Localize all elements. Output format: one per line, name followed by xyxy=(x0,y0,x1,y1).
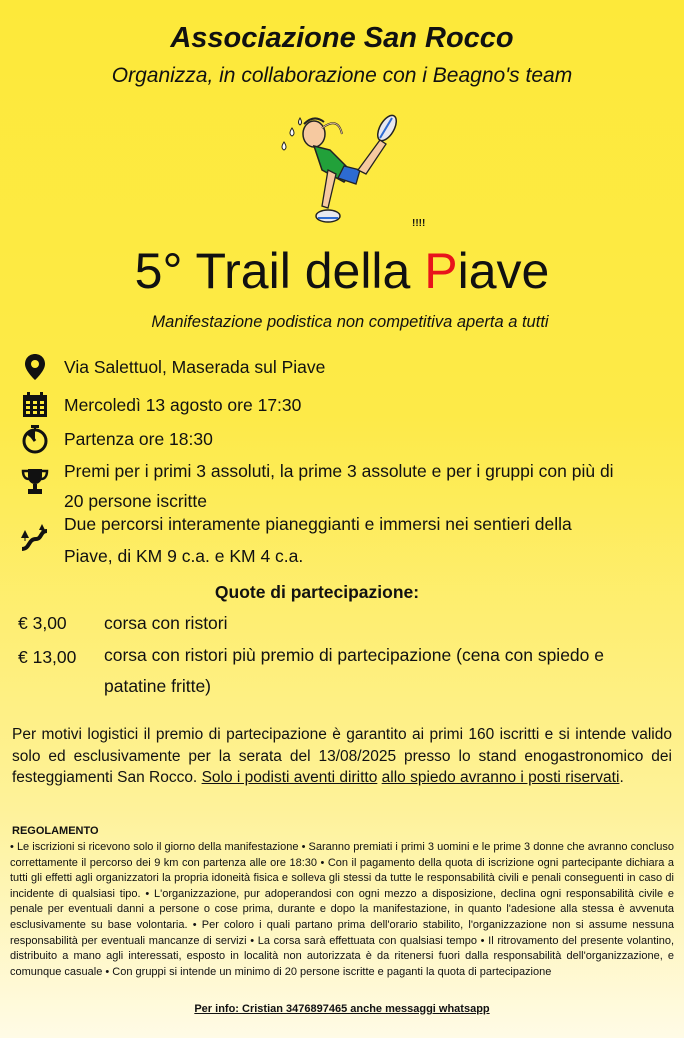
notice-end: . xyxy=(619,769,624,786)
notice-text: Per motivi logistici il premio di partecipazione è garantito ai primi 160 iscritti e si intende valido solo ed esclusivamente per la serata del 13/08/2025 presso lo stand enogastronomico dei festeggiamenti San Rocco. xyxy=(12,726,672,786)
price-1-description: corsa con ristori xyxy=(104,613,228,633)
event-title-prefix: 5° Trail della xyxy=(134,243,425,299)
price-2: € 13,00 xyxy=(18,647,77,667)
event-title-highlight: P xyxy=(424,243,458,299)
calendar-icon xyxy=(20,390,50,420)
organization-title: Associazione San Rocco xyxy=(170,22,514,54)
info-start: Partenza ore 18:30 xyxy=(64,429,213,449)
regulation-title: REGOLAMENTO xyxy=(12,825,99,837)
participation-notice xyxy=(12,724,672,789)
location-pin-icon xyxy=(20,352,50,382)
event-tagline: Manifestazione podistica non competitiva aperta a tutti xyxy=(151,313,549,331)
info-routes: Due percorsi interamente pianeggianti e immersi nei sentieri della Piave, di KM 9 c.a. e KM 4 c.a. xyxy=(64,514,572,566)
event-title-suffix: iave xyxy=(457,243,550,299)
notice-underline-1: Solo i podisti aventi diritto xyxy=(201,769,378,786)
contact-info: Per info: Cristian 3476897465 anche messaggi whatsapp xyxy=(194,1003,490,1015)
regulation-body: • Le iscrizioni si ricevono solo il giorno della manifestazione • Saranno premiati i primi 3 uomini e le prime 3 donne che avranno concluso correttamente il percorso dei 9 km con partenza alle ore 18:30 • Con il pagamento della quota di iscrizione ogni partecipante dichiara a tutti gli effetti agli organizzatori la propria idoneità fisica e solleva gli stessi da tutte le responsabilità civili e penali conseguenti in caso di incidente di qualsiasi tipo. • L'organizzazione, pur adoperandosi con ogni mezzo a disposizione, declina ogni responsabilità civile e penale per eventuali danni a persone o cose prima, durante e dopo la manifestazione, in quanto l'adesione alla stessa è avvenuta esclusivamente su base volontaria. • Per coloro i quali partano prima dell'orario stabilito, l'organizzazione non si assume nessuna responsabilità per eventuali mancanze di servizi • La corsa sarà effettuata con qualsiasi tempo • Il ritrovamento del presente volantino, distribuito a mano agli interessati, esposto in località non autorizzata è da ritenersi fuori dalla responsabilità dell'organizzazione, e comunque casuale • Con gruppi si intende un minimo di 20 persone iscritte e paganti la quota di partecipazione xyxy=(10,841,674,978)
event-title xyxy=(0,236,684,306)
runner-illustration xyxy=(270,108,410,233)
trophy-icon xyxy=(20,466,50,496)
trail-path-icon xyxy=(20,522,50,552)
price-1: € 3,00 xyxy=(18,613,67,633)
info-date: Mercoledì 13 agosto ore 17:30 xyxy=(64,395,302,415)
quotes-title: Quote di partecipazione: xyxy=(214,582,420,602)
info-prizes: Premi per i primi 3 assoluti, la prime 3 assolute e per i gruppi con più di 20 persone iscritte xyxy=(64,461,614,511)
notice-underline-2: allo spiedo avranno i posti riservati xyxy=(381,769,620,786)
organization-subtitle: Organizza, in collaborazione con i Beagno's team xyxy=(111,64,573,87)
exclamation-marks: !!!! xyxy=(412,218,426,229)
price-2-description: corsa con ristori più premio di partecipazione (cena con spiedo e patatine fritte) xyxy=(104,645,604,696)
info-location: Via Salettuol, Maserada sul Piave xyxy=(64,357,326,377)
stopwatch-icon xyxy=(20,424,50,454)
